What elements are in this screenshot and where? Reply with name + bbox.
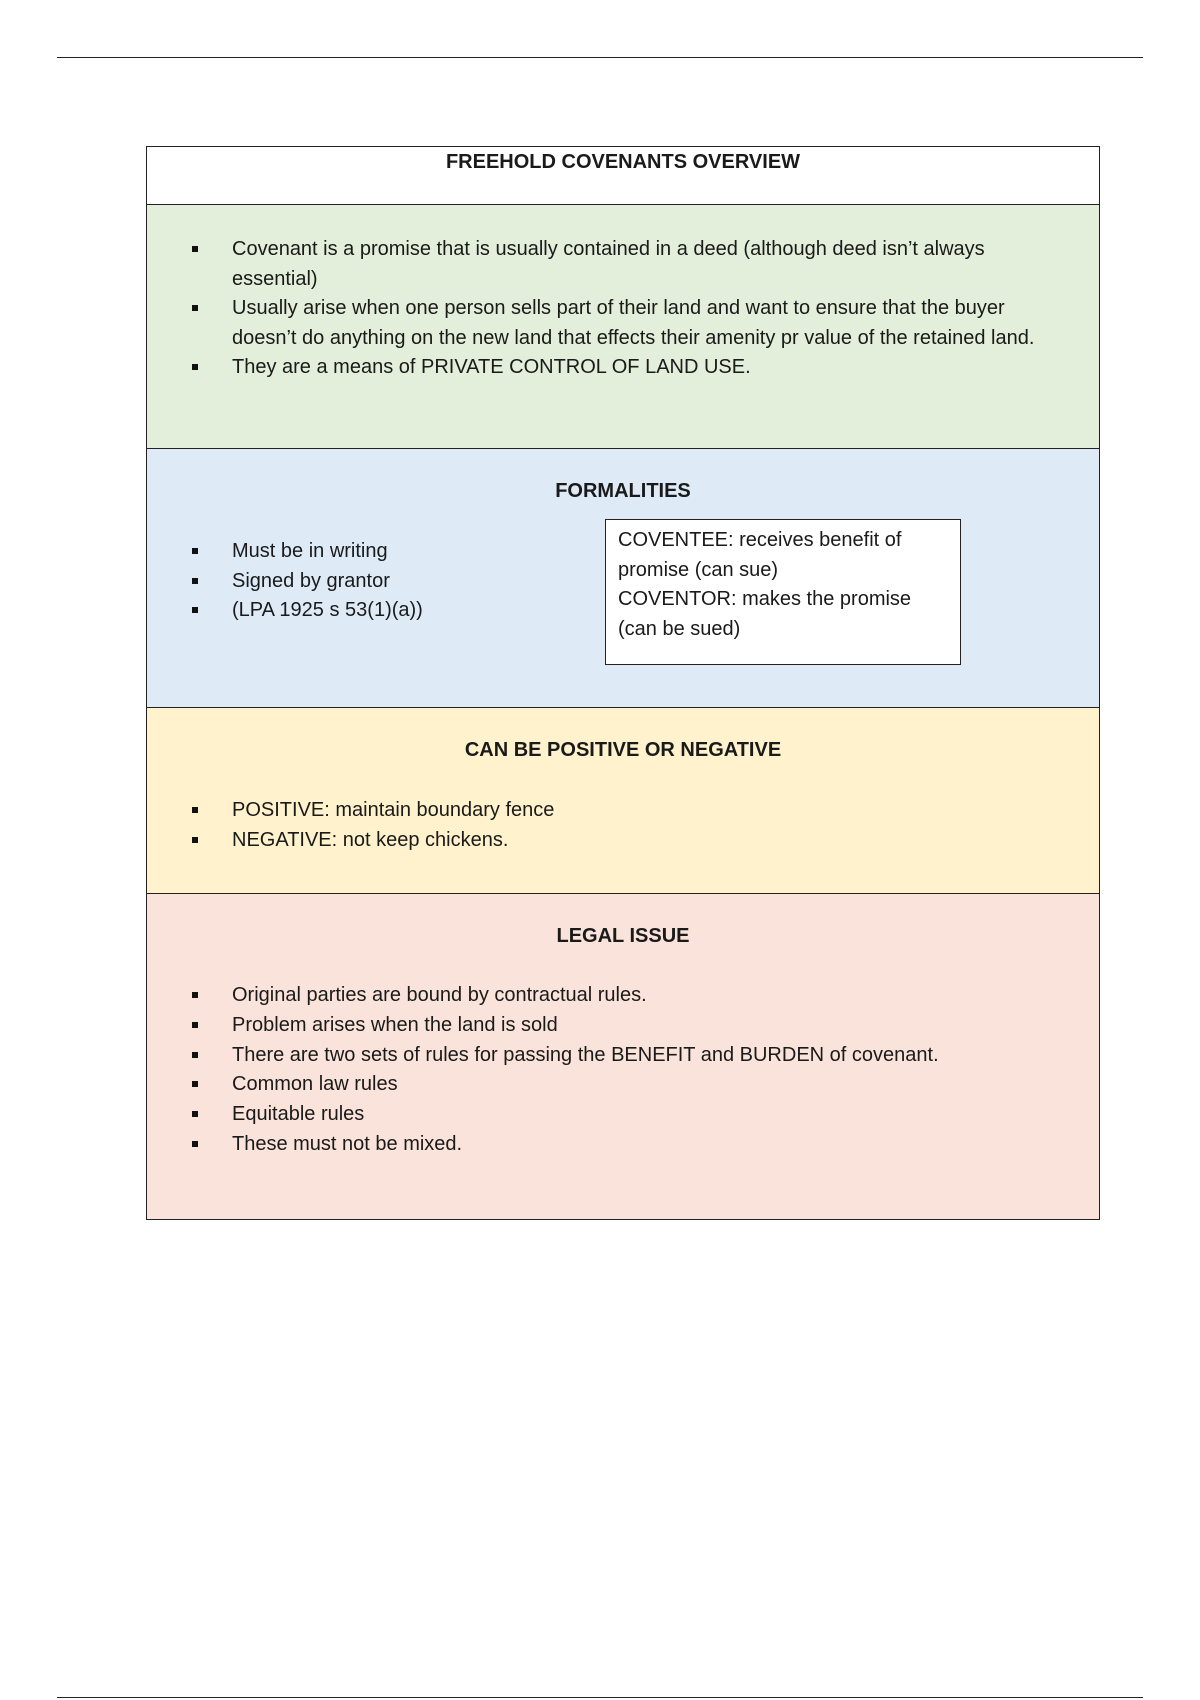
list-item: NEGATIVE: not keep chickens. xyxy=(191,826,1051,856)
list-item: POSITIVE: maintain boundary fence xyxy=(191,796,1051,826)
positive-negative-heading: CAN BE POSITIVE OR NEGATIVE xyxy=(464,739,782,761)
parties-definition-box xyxy=(605,519,961,665)
covenants-summary-table xyxy=(146,146,1100,1220)
list-item: Covenant is a promise that is usually contained in a deed (although deed isn’t always essential) xyxy=(191,235,1059,294)
formalities-section xyxy=(147,448,1099,707)
positive-negative-list xyxy=(191,796,1051,855)
overview-section xyxy=(147,204,1099,448)
legal-issue-section xyxy=(147,893,1099,1219)
list-item: Problem arises when the land is sold xyxy=(191,1011,1071,1041)
list-item: They are a means of PRIVATE CONTROL OF LAND USE. xyxy=(191,353,1059,383)
header-rule xyxy=(57,57,1143,58)
coventee-definition: COVENTEE: receives benefit of promise (can sue) xyxy=(618,529,902,581)
list-item: These must not be mixed. xyxy=(191,1130,1071,1160)
legal-issue-heading: LEGAL ISSUE xyxy=(556,925,690,947)
list-item: Must be in writing xyxy=(191,537,551,567)
coventor-definition: COVENTOR: makes the promise (can be sued) xyxy=(618,588,912,640)
legal-issue-list xyxy=(191,981,1071,1160)
list-item: There are two sets of rules for passing the BENEFIT and BURDEN of covenant. xyxy=(191,1041,1071,1071)
list-item: Usually arise when one person sells part of their land and want to ensure that the buyer doesn’t do anything on the new land that effects their amenity pr value of the retained land. xyxy=(191,294,1059,353)
footer-rule xyxy=(57,1697,1143,1698)
list-item: Signed by grantor xyxy=(191,567,551,597)
overview-list xyxy=(191,235,1059,383)
positive-negative-section xyxy=(147,707,1099,893)
list-item: (LPA 1925 s 53(1)(a)) xyxy=(191,596,551,626)
formalities-list xyxy=(191,537,551,626)
table-title: FREEHOLD COVENANTS OVERVIEW xyxy=(445,151,801,173)
list-item: Equitable rules xyxy=(191,1100,1071,1130)
list-item: Common law rules xyxy=(191,1070,1071,1100)
list-item: Original parties are bound by contractual rules. xyxy=(191,981,1071,1011)
formalities-heading: FORMALITIES xyxy=(555,480,691,502)
